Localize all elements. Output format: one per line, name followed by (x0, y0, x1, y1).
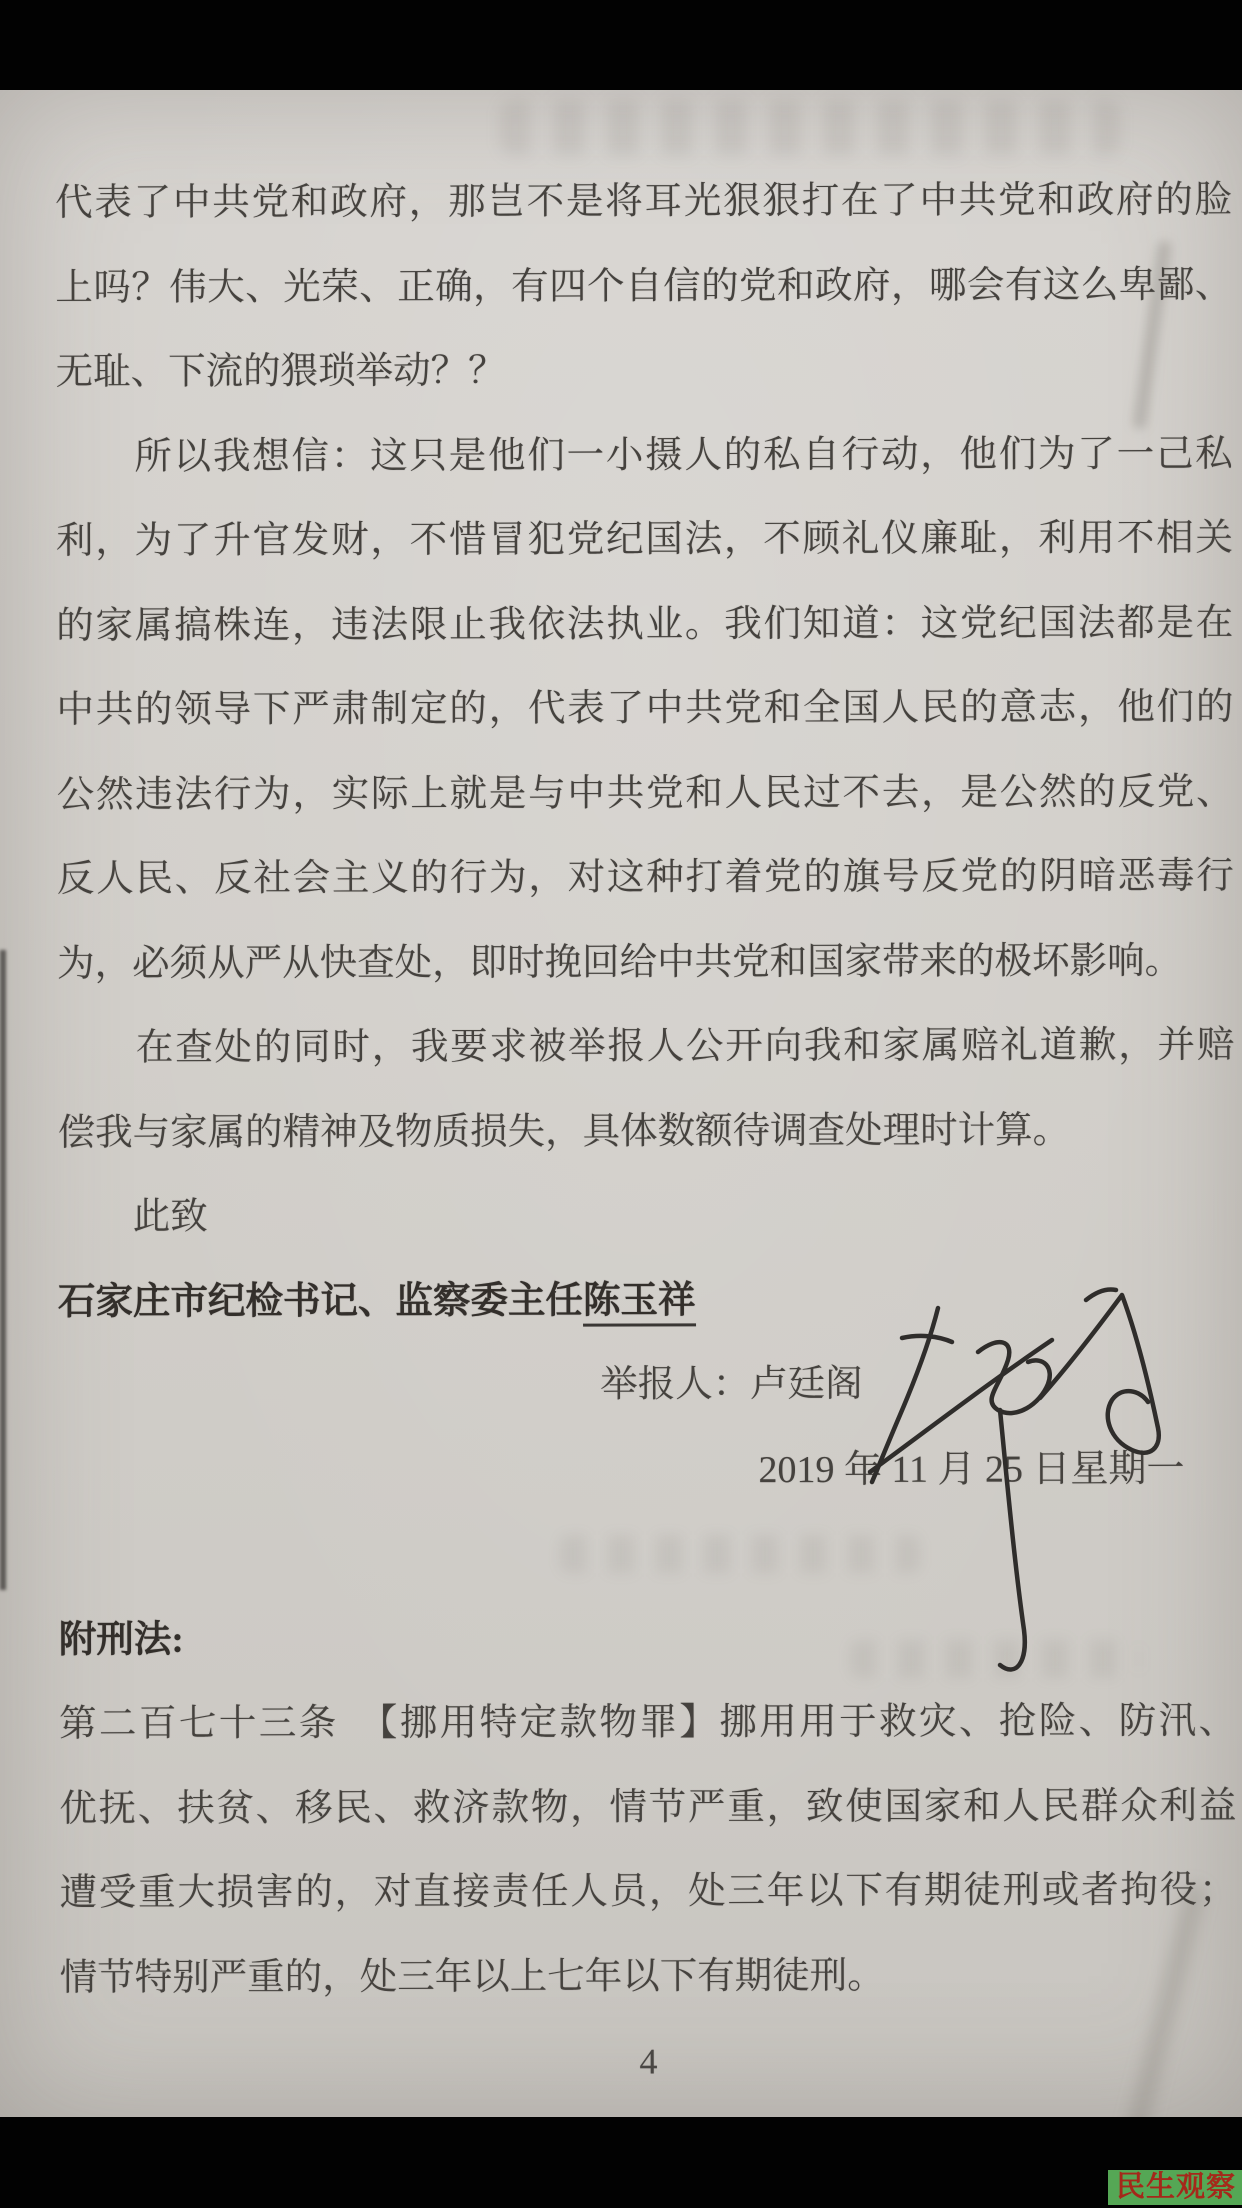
text-line: 第二百七十三条 【挪用特定款物罪】挪用用于救灾、抢险、防汛、 (59, 1700, 1237, 1745)
text-line: 的家属搞株连，违法限止我依法执业。我们知道：这党纪国法都是在 (56, 602, 1234, 647)
ink-bleed-smudge (500, 100, 1120, 155)
text-line: 反人民、反社会主义的行为，对这种打着党的旗号反党的阴暗恶毒行 (56, 855, 1234, 900)
text-line: 利，为了升官发财，不惜冒犯党纪国法，不顾礼仪廉耻，利用不相关 (55, 517, 1234, 562)
signer-line: 举报人：卢廷阁 (600, 1363, 863, 1406)
text-line: 无耻、下流的猥琐举动？？ (55, 350, 506, 393)
text-line: 为，必须从严从快查处，即时挽回给中共党和国家带来的极坏影响。 (57, 940, 1183, 985)
text-line: 公然违法行为，实际上就是与中共党和人民过不去，是公然的反党、 (56, 771, 1234, 816)
letterbox-bottom (0, 2117, 1242, 2208)
closing-line: 此致 (57, 1196, 208, 1238)
text-line: 中共的领导下严肃制定的，代表了中共党和全国人民的意志，他们的 (56, 686, 1234, 731)
text-line: 上吗？伟大、光荣、正确，有四个自信的党和政府，哪会有这么卑鄙、 (55, 264, 1233, 309)
text-line: 优抚、扶贫、移民、救济款物，情节严重，致使国家和人民群众利益 (59, 1785, 1237, 1830)
handwritten-signature (860, 1280, 1180, 1710)
watermark-badge: 民生观察 (1108, 2170, 1242, 2205)
date-line: 2019 年 11 月 25 日星期一 (758, 1447, 1185, 1491)
text-line: 情节特别严重的，处三年以上七年以下有期徒刑。 (59, 1955, 885, 1999)
recipient-title: 石家庄市纪检书记、监察委主任 (57, 1280, 584, 1323)
text-line: 代表了中共党和政府，那岂不是将耳光狠狠打在了中共党和政府的脸 (55, 179, 1233, 224)
photo-edge-shadow (0, 950, 6, 1590)
letterbox-top (0, 0, 1242, 90)
document-text (55, 159, 1237, 2106)
text-line: 遭受重大损害的，对直接责任人员，处三年以下有期徒刑或者拘役； (59, 1869, 1237, 1914)
text-line: 在查处的同时，我要求被举报人公开向我和家属赔礼道歉，并赔 (57, 1024, 1235, 1069)
document-photo (0, 90, 1242, 2117)
appendix-title: 附刑法: (58, 1619, 184, 1661)
page-number: 4 (639, 2041, 658, 2082)
text-line: 所以我想信：这只是他们一小摄人的私自行动，他们为了一己私 (55, 433, 1233, 478)
recipient-name: 陈玉祥 (583, 1280, 696, 1326)
text-line: 偿我与家属的精神及物质损失，具体数额待调查处理时计算。 (57, 1109, 1071, 1154)
